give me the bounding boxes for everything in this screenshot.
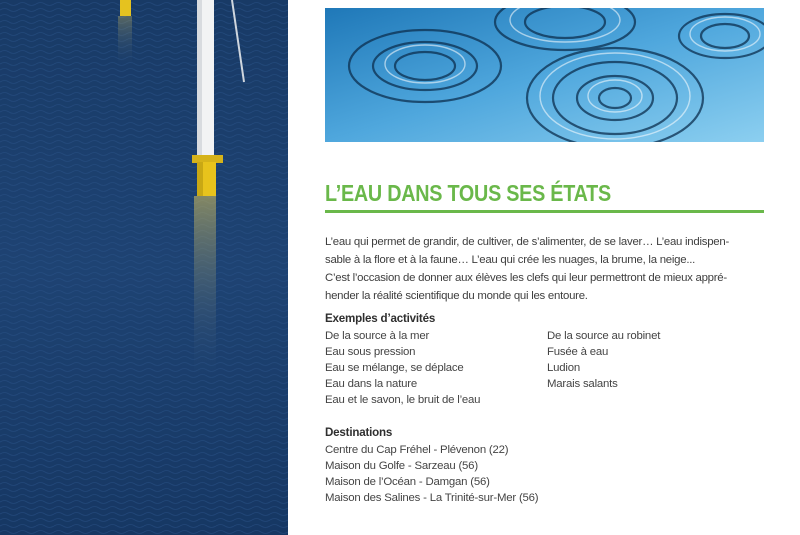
list-item: Fusée à eau: [547, 346, 609, 358]
list-item: De la source au robinet: [547, 330, 661, 342]
wind-turbine-photo: [0, 0, 288, 535]
intro-paragraph: [325, 233, 770, 305]
list-item: Eau se mélange, se déplace: [325, 362, 464, 374]
intro-line: hender la réalité scientifique du monde qui les entoure.: [325, 290, 588, 302]
destinations-heading: Destinations: [325, 426, 393, 439]
intro-line: C’est l’occasion de donner aux élèves les clefs qui leur permettront de mieux appré-: [325, 272, 727, 284]
list-item: Maison du Golfe - Sarzeau (56): [325, 460, 478, 472]
activities-list-left: [325, 328, 480, 408]
list-item: Centre du Cap Fréhel - Plévenon (22): [325, 444, 509, 456]
destinations-list: [325, 442, 538, 506]
list-item: Marais salants: [547, 378, 618, 390]
list-item: Eau et le savon, le bruit de l’eau: [325, 394, 481, 406]
list-item: Eau sous pression: [325, 346, 416, 358]
list-item: Ludion: [547, 362, 581, 374]
intro-line: L’eau qui permet de grandir, de cultiver, de s’alimenter, de se laver… L’eau indispen-: [325, 236, 730, 248]
activities-heading: Exemples d’activités: [325, 312, 436, 325]
list-item: Maison de l’Océan - Damgan (56): [325, 476, 490, 488]
list-item: Eau dans la nature: [325, 378, 418, 390]
intro-line: sable à la flore et à la faune… L’eau qui crée les nuages, la brume, la neige...: [325, 254, 696, 266]
activities-list-right: [547, 328, 660, 392]
title-divider: [325, 210, 764, 213]
section-title: L’EAU DANS TOUS SES ÉTATS: [325, 180, 611, 206]
list-item: Maison des Salines - La Trinité-sur-Mer (56): [325, 492, 539, 504]
list-item: De la source à la mer: [325, 330, 430, 342]
water-ripples-photo: [325, 8, 764, 142]
